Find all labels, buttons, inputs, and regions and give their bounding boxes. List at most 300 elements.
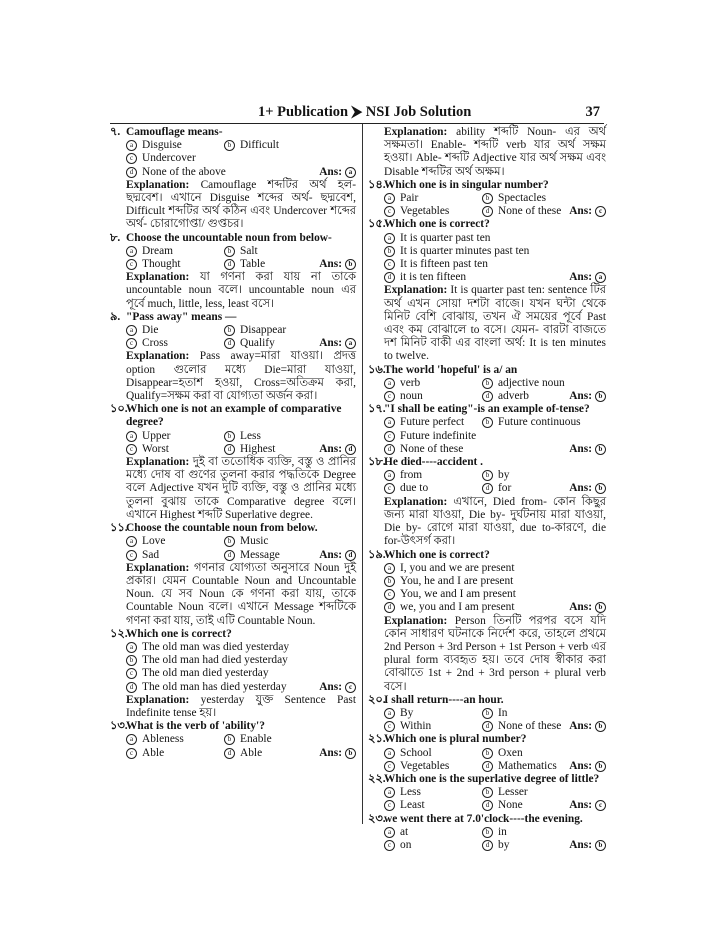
option-text: due to (400, 482, 429, 495)
explanation (368, 126, 606, 179)
question-block (368, 364, 606, 404)
answer-prefix: Ans: (319, 442, 342, 455)
option-a (384, 192, 482, 205)
option-c (384, 720, 482, 733)
option-text: Upper (142, 429, 171, 442)
option-row (368, 416, 606, 429)
option-b (482, 469, 606, 482)
explanation-label: Explanation: (126, 350, 190, 363)
option-text: Less (400, 786, 421, 799)
option-letter-mark: b (482, 470, 493, 481)
option-b (482, 747, 606, 760)
answer-letter-mark: d (345, 444, 356, 455)
explanation-text: ability শব্দটি Noun- এর অর্থ সক্ষমতা। Enable- শব্দটি verb যার অর্থ সক্ষম হওয়া। Able- শব্দটি Adjective যার অর্থ সক্ষম এবং Disable শব্দটির অর্থ অক্ষম। (384, 126, 606, 178)
option-text: Highest (240, 442, 276, 455)
option-b (482, 707, 606, 720)
option-text: Cross (142, 337, 168, 350)
option-text: Message (240, 548, 280, 561)
option-d (482, 839, 569, 852)
option-letter-mark: c (384, 761, 395, 772)
answer-prefix: Ans: (319, 337, 342, 350)
question-number: ৯. (110, 310, 121, 323)
explanation-text: Person তিনটি পরপর বসে যদি কোন সাধারণ ঘটনাকে নির্দেশ করে, তাহলে প্রথমে 2nd Person + 3rd Person + 1st Person + verb এর plural form ব্যবহৃত হয়। তবে দোষ স্বীকার করা বোঝাতে 1st + 2nd + 3rd person + plural verb বসে। (384, 614, 606, 693)
option-b (224, 324, 356, 337)
explanation (368, 615, 606, 694)
answer-prefix: Ans: (319, 548, 342, 561)
option-letter-mark: d (224, 259, 235, 270)
option-letter-mark: c (126, 338, 137, 349)
question-block (110, 522, 356, 628)
option-letter-mark: c (126, 668, 137, 679)
option-text: Within (400, 720, 432, 733)
option-d (224, 258, 319, 271)
question-block (368, 694, 606, 734)
question-text: Which one is plural number? (384, 733, 527, 746)
option-row (110, 258, 356, 271)
option-row (110, 443, 356, 456)
question-text: "Pass away" means — (126, 310, 237, 323)
answer-prefix: Ans: (319, 165, 342, 178)
option-text: Table (240, 258, 266, 271)
explanation-label: Explanation: (126, 561, 190, 574)
option-letter-mark: d (482, 391, 493, 402)
option-row (368, 232, 606, 245)
option-text: Pair (400, 192, 419, 205)
option-d (384, 601, 569, 614)
option-text: for (498, 482, 512, 495)
answer-prefix: Ans: (569, 271, 592, 284)
explanation (110, 350, 356, 403)
option-text: Future indefinite (400, 429, 477, 442)
explanation-text: যা গণনা করা যায় না তাকে uncountable noun বলে। uncountable noun এর পূর্বে much, little, less, least বসে। (126, 271, 356, 310)
answer-letter-mark: d (345, 550, 356, 561)
answer-letter-mark: a (345, 167, 356, 178)
question-block (368, 549, 606, 694)
option-a (126, 430, 224, 443)
question-line (368, 403, 606, 416)
option-b (482, 377, 606, 390)
answer-label (569, 839, 606, 852)
question-line (110, 522, 356, 535)
option-d (224, 443, 319, 456)
option-letter-mark: b (384, 246, 395, 257)
question-text: He died----accident . (384, 456, 484, 469)
explanation-label: Explanation: (126, 271, 190, 284)
option-text: In (498, 706, 508, 719)
option-c (384, 205, 482, 218)
answer-prefix: Ans: (319, 258, 342, 271)
option-letter-mark: b (482, 708, 493, 719)
option-text: Less (240, 429, 261, 442)
option-text: Enable (240, 733, 272, 746)
page-number: 37 (585, 104, 600, 120)
option-letter-mark: b (224, 246, 235, 257)
option-letter-mark: a (384, 233, 395, 244)
explanation (110, 271, 356, 311)
option-d (126, 681, 319, 694)
option-d (482, 720, 569, 733)
option-text: Disappear (240, 324, 287, 337)
option-c (384, 588, 606, 601)
explanation-text: Pass away=মারা যাওয়া। প্রদত্ত option গুলোর মধ্যে Die=মারা যাওয়া, Disappear=হতাশ হওয়া, Cross=অতিক্রম করা, Qualify=সক্ষম করা বা যোগ্যতা অর্জন করা। (126, 350, 356, 403)
option-d (224, 549, 319, 562)
question-text: Which one is correct? (384, 218, 490, 231)
answer-label (319, 443, 356, 456)
question-text: Which one is correct? (126, 627, 232, 640)
option-text: None (498, 799, 523, 812)
option-c (384, 430, 606, 443)
question-line (110, 403, 356, 429)
option-d (482, 205, 569, 218)
option-text: verb (400, 376, 421, 389)
option-row (110, 430, 356, 443)
option-text: Thought (142, 258, 181, 271)
explanation-label: Explanation: (384, 126, 448, 138)
option-a (126, 245, 224, 258)
answer-label (569, 601, 606, 614)
option-text: It is quarter minutes past ten (400, 244, 530, 257)
question-text: Which one is correct? (384, 548, 490, 561)
option-c (384, 482, 482, 495)
option-letter-mark: a (126, 642, 137, 653)
answer-prefix: Ans: (569, 838, 592, 851)
option-letter-mark: d (126, 682, 137, 693)
option-d (482, 760, 569, 773)
option-row (368, 245, 606, 258)
question-number: ২২. (368, 772, 386, 785)
question-block (368, 126, 606, 179)
option-text: Oxen (498, 746, 523, 759)
option-letter-mark: c (126, 748, 137, 759)
option-c (384, 390, 482, 403)
option-text: None of these (498, 205, 562, 218)
option-c (126, 667, 356, 680)
option-text: None of these (498, 720, 562, 733)
option-row (368, 443, 606, 456)
option-c (126, 549, 224, 562)
option-letter-mark: c (384, 431, 395, 442)
option-text: It is quarter past ten (400, 231, 491, 244)
answer-label (319, 747, 356, 760)
question-block (110, 403, 356, 522)
option-d (482, 390, 569, 403)
option-a (384, 786, 482, 799)
question-line (368, 813, 606, 826)
option-row (368, 826, 606, 839)
explanation-text: It is quarter past ten: sentence টির অর্থ এখন সোয়া দশটা বাজে। যখন ঘন্টা থেকে মিনিট বেশি বোঝায়, তখন ঐ সময়ের পূর্বে Past এবং কম বোঝালে to বসে। যেমন- বারটা বাজতে দশ মিনিট বাকী এর বাংলা অর্থ: It is ten minutes to twelve. (384, 284, 606, 363)
question-number: ১৭. (368, 403, 386, 416)
question-number: ১৩. (110, 720, 128, 733)
option-text: adverb (498, 390, 529, 403)
option-letter-mark: b (482, 748, 493, 759)
option-text: Vegetables (400, 205, 450, 218)
question-line (368, 549, 606, 562)
answer-letter-mark: b (595, 602, 606, 613)
question-text: Camouflage means- (126, 126, 223, 138)
option-a (126, 733, 224, 746)
question-text: What is the verb of 'ability'? (126, 720, 265, 733)
option-row (368, 258, 606, 271)
option-letter-mark: c (384, 840, 395, 851)
answer-prefix: Ans: (569, 390, 592, 403)
option-c (126, 747, 224, 760)
option-text: Qualify (240, 337, 275, 350)
option-letter-mark: c (384, 391, 395, 402)
option-text: The old man died yesterday (142, 667, 269, 680)
explanation-label: Explanation: (384, 614, 448, 627)
option-c (126, 152, 356, 165)
option-a (384, 416, 482, 429)
option-letter-mark: b (482, 417, 493, 428)
question-line (368, 364, 606, 377)
option-letter-mark: a (126, 246, 137, 257)
answer-label (319, 258, 356, 271)
option-a (126, 139, 224, 152)
option-letter-mark: b (224, 325, 235, 336)
question-number: ১০. (110, 403, 128, 416)
option-b (384, 575, 606, 588)
option-b (126, 654, 356, 667)
option-c (384, 760, 482, 773)
option-letter-mark: c (384, 483, 395, 494)
question-text: Which one is in singular number? (384, 178, 549, 191)
option-d (482, 482, 569, 495)
option-letter-mark: c (384, 259, 395, 270)
explanation-label: Explanation: (384, 495, 448, 508)
option-letter-mark: b (482, 378, 493, 389)
option-letter-mark: d (482, 800, 493, 811)
explanation-text: দুই বা ততোধিক ব্যক্তি, বস্তু ও প্রানির মধ্যে দোষ বা গুণের তুলনা করার পদ্ধতিকে Degree বলে Adjective যখন দুটি ব্যক্তি, বস্তু ও প্রানির মধ্যে তুলনা বুঝায় তাকে Comparative degree বলে। এখানে Highest শব্দটি Superlative degree. (126, 456, 356, 521)
option-letter-mark: a (384, 193, 395, 204)
question-line (110, 628, 356, 641)
question-text: Choose the countable noun from below. (126, 522, 318, 535)
option-text: at (400, 825, 409, 838)
option-text: in (498, 825, 507, 838)
option-letter-mark: b (224, 431, 235, 442)
question-number: ৮. (110, 231, 121, 244)
option-letter-mark: b (482, 787, 493, 798)
option-text: You, he and I are present (400, 574, 514, 587)
option-letter-mark: a (384, 563, 395, 574)
option-letter-mark: d (482, 761, 493, 772)
option-d (482, 799, 569, 812)
option-text: Future continuous (498, 416, 581, 429)
answer-prefix: Ans: (569, 601, 592, 614)
answer-prefix: Ans: (319, 680, 342, 693)
option-row (368, 390, 606, 403)
option-text: adjective noun (498, 376, 565, 389)
option-letter-mark: b (224, 140, 235, 151)
option-text: None of these (400, 442, 464, 455)
question-block (368, 456, 606, 548)
question-number: ৭. (110, 126, 121, 138)
option-b (224, 535, 356, 548)
answer-letter-mark: a (595, 272, 606, 283)
option-letter-mark: c (384, 206, 395, 217)
column-divider (362, 124, 363, 824)
option-text: Ableness (142, 733, 184, 746)
answer-prefix: Ans: (569, 482, 592, 495)
option-letter-mark: a (384, 708, 395, 719)
answer-prefix: Ans: (569, 205, 592, 218)
option-a (384, 232, 606, 245)
explanation-label: Explanation: (126, 693, 190, 706)
option-b (224, 733, 356, 746)
answer-label (569, 799, 606, 812)
question-line (110, 311, 356, 324)
option-text: Vegetables (400, 759, 450, 772)
answer-label (319, 337, 356, 350)
answer-letter-mark: b (595, 840, 606, 851)
answer-prefix: Ans: (569, 759, 592, 772)
question-block (110, 232, 356, 311)
option-row (368, 430, 606, 443)
option-row (368, 720, 606, 733)
answer-letter-mark: a (345, 338, 356, 349)
option-letter-mark: a (384, 827, 395, 838)
option-d (224, 747, 319, 760)
question-line (368, 456, 606, 469)
answer-letter-mark: c (345, 682, 356, 693)
question-number: ১৯. (368, 548, 386, 561)
option-text: Music (240, 535, 269, 548)
option-a (384, 826, 482, 839)
answer-letter-mark: b (595, 721, 606, 732)
question-block (368, 813, 606, 853)
option-b (384, 245, 606, 258)
option-text: By (400, 706, 414, 719)
option-row (110, 667, 356, 680)
option-b (482, 192, 606, 205)
option-row (368, 839, 606, 852)
option-letter-mark: a (384, 470, 395, 481)
explanation (368, 496, 606, 549)
option-text: Undercover (142, 152, 196, 165)
option-c (384, 839, 482, 852)
option-letter-mark: b (224, 536, 235, 547)
option-letter-mark: a (126, 431, 137, 442)
option-letter-mark: a (126, 536, 137, 547)
question-line (368, 733, 606, 746)
option-row (368, 575, 606, 588)
question-line (368, 694, 606, 707)
option-text: from (400, 469, 423, 482)
question-number: ১৫. (368, 218, 386, 231)
option-row (110, 535, 356, 548)
answer-label (319, 549, 356, 562)
question-text: I shall return----an hour. (384, 693, 504, 706)
option-row (368, 707, 606, 720)
option-row (110, 324, 356, 337)
question-block (110, 720, 356, 760)
option-text: The old man was died yesterday (142, 640, 290, 653)
question-number: ১১. (110, 522, 128, 535)
option-c (126, 337, 224, 350)
answer-label (569, 760, 606, 773)
option-letter-mark: a (384, 378, 395, 389)
option-text: Able (240, 746, 263, 759)
answer-label (569, 720, 606, 733)
explanation-text: Camouflage শব্দটির অর্থ হল- ছদ্মবেশ। এখানে Disguise শব্দের অর্থ- ছদ্মবেশ, Difficult শব্দটির অর্থ কঠিন এবং Undercover শব্দের অর্থ- চোরাগোপ্তা/ গুপ্তচর। (126, 178, 356, 231)
publication-title: 1+ Publication ⮞ NSI Job Solution (258, 104, 472, 120)
option-row (110, 337, 356, 350)
option-text: I, you and we are present (400, 561, 515, 574)
answer-letter-mark: b (595, 483, 606, 494)
question-text: we went there at 7.0'clock----the evening. (384, 812, 583, 825)
explanation-text: yesterday যুক্ত Sentence Past Indefinite tense হয়। (126, 693, 356, 719)
option-letter-mark: c (384, 589, 395, 600)
option-row (368, 760, 606, 773)
option-row (110, 641, 356, 654)
question-line (110, 720, 356, 733)
option-letter-mark: d (126, 167, 137, 178)
option-text: You, we and I am present (400, 588, 516, 601)
option-d (126, 166, 319, 179)
explanation (110, 694, 356, 720)
explanation-text: এখানে, Died from- কোন কিছুর জন্য মারা যাওয়া, Die by- দুর্ঘটনায় মারা যাওয়া, Die by- রোগে মারা যাওয়া, due to-কারণে, die for-উৎসর্গ করা। (384, 495, 606, 548)
option-row (110, 139, 356, 152)
option-text: Mathematics (498, 759, 557, 772)
option-letter-mark: d (224, 748, 235, 759)
answer-label (319, 681, 356, 694)
option-text: Future perfect (400, 416, 465, 429)
option-row (368, 799, 606, 812)
question-line (110, 126, 356, 139)
explanation (368, 284, 606, 363)
option-letter-mark: d (224, 444, 235, 455)
option-letter-mark: d (224, 338, 235, 349)
answer-label (319, 166, 356, 179)
answer-letter-mark: b (595, 391, 606, 402)
option-c (126, 258, 224, 271)
answer-prefix: Ans: (569, 720, 592, 733)
answer-label (569, 390, 606, 403)
question-number: ১৮. (368, 456, 386, 469)
option-text: noun (400, 390, 423, 403)
question-number: ২১. (368, 733, 386, 746)
option-b (482, 416, 606, 429)
option-row (110, 654, 356, 667)
question-number: ১৬. (368, 363, 386, 376)
option-text: by (498, 838, 510, 851)
question-number: ২৩. (368, 812, 386, 825)
right-column (368, 126, 606, 852)
option-letter-mark: c (126, 259, 137, 270)
option-letter-mark: d (482, 206, 493, 217)
option-letter-mark: b (224, 734, 235, 745)
answer-letter-mark: b (595, 761, 606, 772)
question-block (368, 403, 606, 456)
option-b (224, 245, 356, 258)
option-a (126, 324, 224, 337)
option-letter-mark: d (482, 721, 493, 732)
option-row (110, 549, 356, 562)
option-row (110, 681, 356, 694)
option-text: School (400, 746, 432, 759)
option-d (384, 443, 569, 456)
answer-letter-mark: b (345, 259, 356, 270)
option-text: we, you and I am present (400, 601, 515, 614)
option-letter-mark: c (384, 721, 395, 732)
answer-prefix: Ans: (569, 799, 592, 812)
question-number: ২০. (368, 693, 386, 706)
question-text: Which one is not an example of comparative degree? (126, 403, 342, 429)
option-row (368, 601, 606, 614)
explanation-label: Explanation: (384, 284, 448, 297)
option-b (482, 826, 606, 839)
option-letter-mark: a (126, 734, 137, 745)
option-row (368, 469, 606, 482)
